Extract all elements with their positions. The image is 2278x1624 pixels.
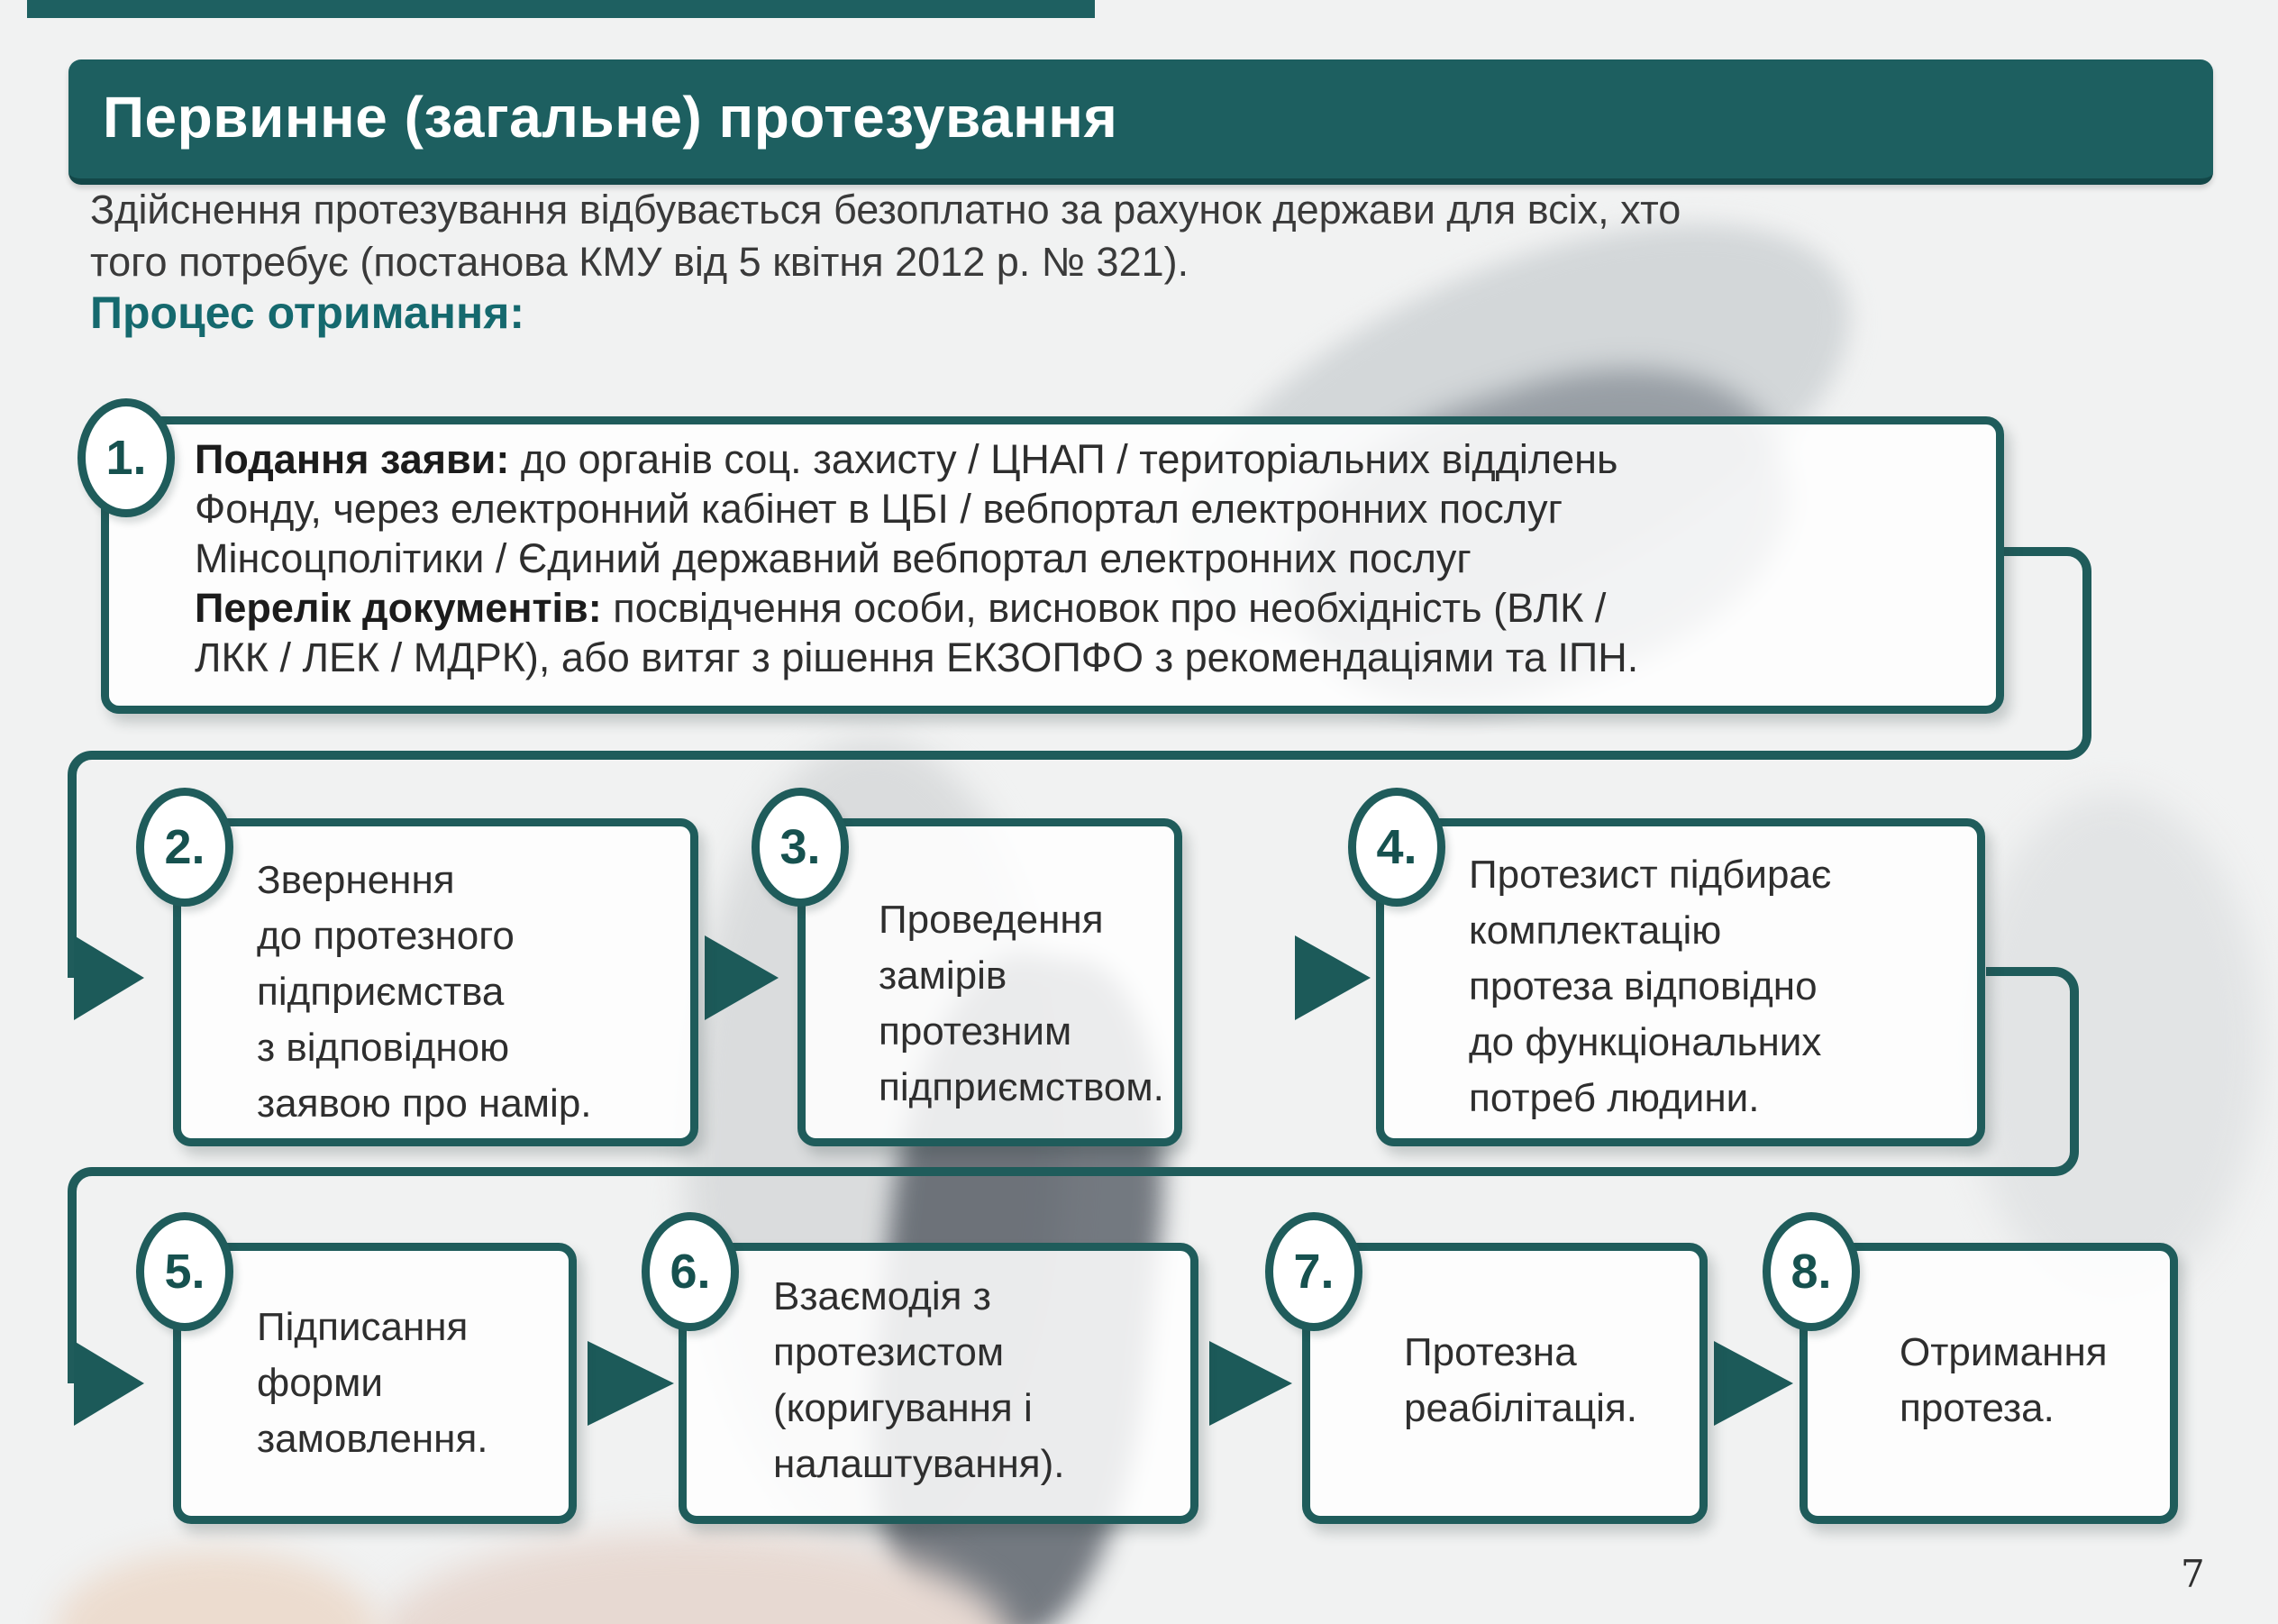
step1-docs-rest: посвідчення особи, висновок про необхідність (ВЛК / (601, 585, 1607, 631)
arrow-right-icon (705, 935, 779, 1020)
page-title: Первинне (загальне) протезування (103, 85, 1118, 150)
step-text-8: Отримання протеза. (1900, 1330, 2108, 1430)
step-text-1 (195, 434, 1997, 682)
step-number-5: 5. (164, 1245, 205, 1299)
step-number-2: 2. (164, 820, 205, 874)
step-number-badge-6 (642, 1212, 739, 1331)
section-heading: Процес отримання: (90, 287, 525, 338)
arrow-right-icon (1209, 1341, 1292, 1426)
step-text-5: Підписання форми замовлення. (257, 1305, 488, 1461)
step-text-4: Протезист підбирає комплектацію протеза відповідно до функціональних потреб людини. (1469, 853, 1832, 1120)
step-text-6: Взаємодія з протезистом (коригування і налаштування). (773, 1274, 1065, 1486)
arrow-right-icon (74, 1341, 144, 1426)
arrow-right-icon (1714, 1341, 1793, 1426)
arrow-right-icon (1295, 935, 1371, 1020)
step1-line: Мінсоцполітики / Єдиний державний вебпортал електронних послуг (195, 535, 1472, 581)
page-number: 7 (2181, 1552, 2205, 1596)
step-number-badge-7 (1265, 1212, 1362, 1331)
step1-lead-bold: Подання заяви: (195, 436, 510, 482)
step-number-badge-3 (752, 788, 849, 907)
intro-line: Здійснення протезування відбувається безоплатно за рахунок держави для всіх, хто (90, 187, 1681, 233)
step-text-2: Звернення до протезного підприємства з відповідною заявою про намір. (257, 858, 592, 1126)
step-text-3: Проведення замірів протезним підприємством. (879, 898, 1164, 1109)
step-number-4: 4. (1376, 820, 1417, 874)
arrow-right-icon (74, 935, 144, 1020)
step-number-badge-5 (136, 1212, 233, 1331)
intro-line: того потребує (постанова КМУ від 5 квітня 2012 р. № 321). (90, 239, 1189, 285)
step-number-7: 7. (1293, 1245, 1335, 1299)
step1-docs-bold: Перелік документів: (195, 585, 602, 631)
step1-line (195, 434, 1997, 484)
arrow-right-icon (588, 1341, 674, 1426)
step-number-badge-4 (1348, 788, 1445, 907)
step1-line (195, 583, 1997, 633)
step-number-3: 3. (779, 820, 821, 874)
step-number-badge-8 (1763, 1212, 1860, 1331)
step-number-6: 6. (670, 1245, 711, 1299)
step-text-7: Протезна реабілітація. (1404, 1330, 1637, 1430)
step-number-badge-2 (136, 788, 233, 907)
step-number-8: 8. (1791, 1245, 1832, 1299)
step1-lead-rest: до органів соц. захисту / ЦНАП / територіальних відділень (509, 436, 1618, 482)
step1-line: ЛКК / ЛЕК / МДРК), або витяг з рішення ЕКЗОПФО з рекомендаціями та ІПН. (195, 634, 1639, 680)
step-number-badge-1 (77, 398, 175, 517)
step1-line: Фонду, через електронний кабінет в ЦБІ / вебпортал електронних послуг (195, 486, 1563, 532)
step-number-1: 1. (105, 431, 147, 485)
